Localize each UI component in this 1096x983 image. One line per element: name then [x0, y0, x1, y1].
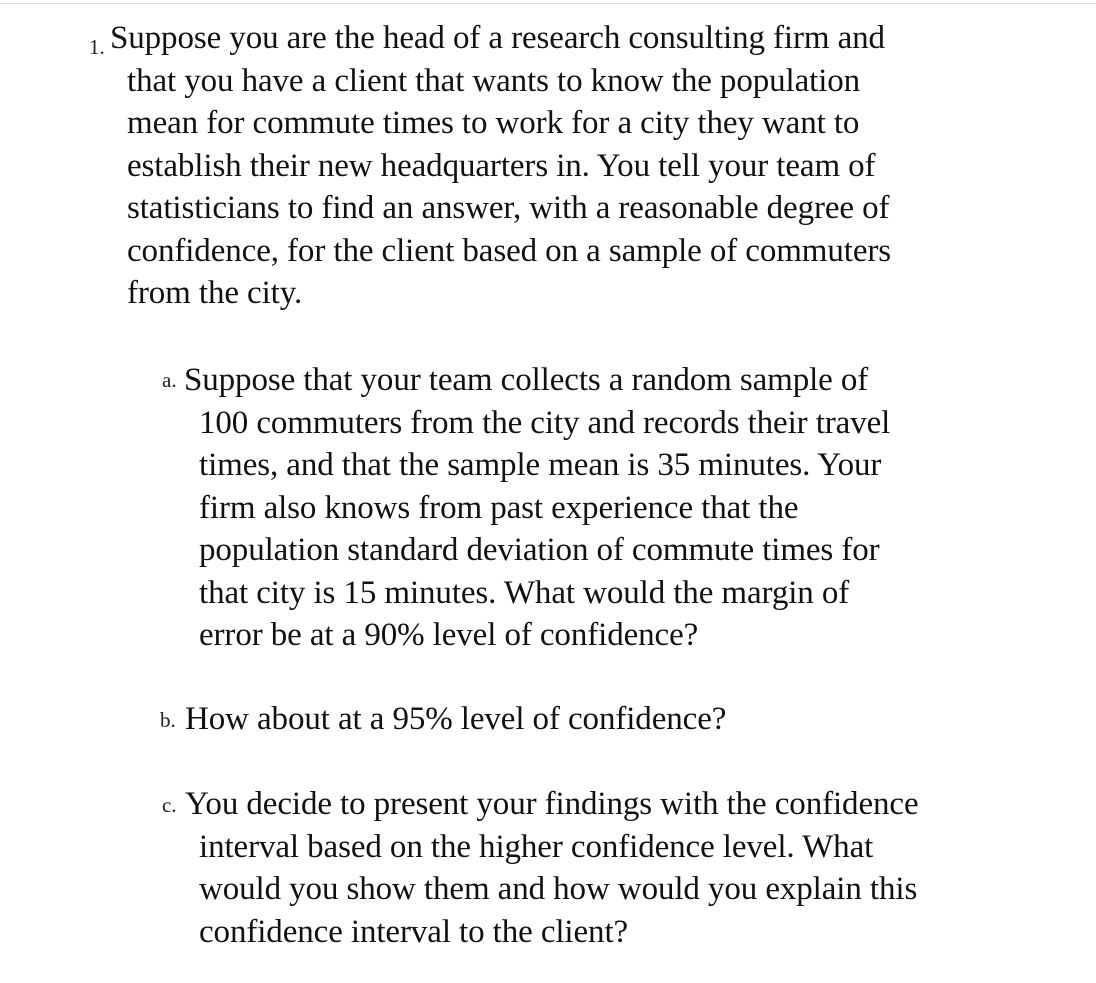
question-1-line: Suppose you are the head of a research consulting firm and	[110, 20, 885, 56]
part-a-line: error be at a 90% level of confidence?	[199, 617, 699, 653]
part-a-line: times, and that the sample mean is 35 minutes. Your	[199, 447, 882, 483]
part-c-line: would you show them and how would you explain this	[199, 871, 918, 907]
question-1-text	[110, 17, 891, 315]
question-1-line: mean for commute times to work for a city they want to	[127, 105, 860, 141]
question-1-line: that you have a client that wants to know the population	[127, 62, 861, 99]
part-a-marker: a.	[162, 368, 177, 392]
question-1-line: confidence, for the client based on a sample of commuters	[127, 232, 892, 269]
part-a-line: firm also knows from past experience that the	[199, 489, 799, 526]
part-b-marker: b.	[160, 708, 176, 732]
question-1-line: from the city.	[127, 275, 303, 311]
part-c-line: interval based on the higher confidence level. What	[199, 828, 874, 865]
part-c-line: You decide to present your findings with the confidence	[185, 786, 919, 822]
part-a-text	[184, 359, 890, 657]
top-divider	[0, 3, 1096, 4]
part-c-marker: c.	[162, 793, 177, 817]
part-b-text	[185, 698, 726, 741]
question-1-line: statisticians to find an answer, with a reasonable degree of	[127, 190, 890, 226]
question-1-line: establish their new headquarters in. You tell your team of	[127, 147, 876, 184]
part-c-text	[185, 783, 919, 953]
part-a-line: Suppose that your team collects a random sample of	[184, 362, 869, 398]
part-a-line: population standard deviation of commute times for	[199, 532, 880, 568]
part-b-line: How about at a 95% level of confidence?	[185, 701, 727, 737]
part-c-line: confidence interval to the client?	[199, 913, 629, 950]
part-a-line: 100 commuters from the city and records their travel	[199, 404, 891, 441]
part-a-line: that city is 15 minutes. What would the margin of	[199, 574, 850, 611]
question-1-number: 1.	[89, 35, 105, 59]
